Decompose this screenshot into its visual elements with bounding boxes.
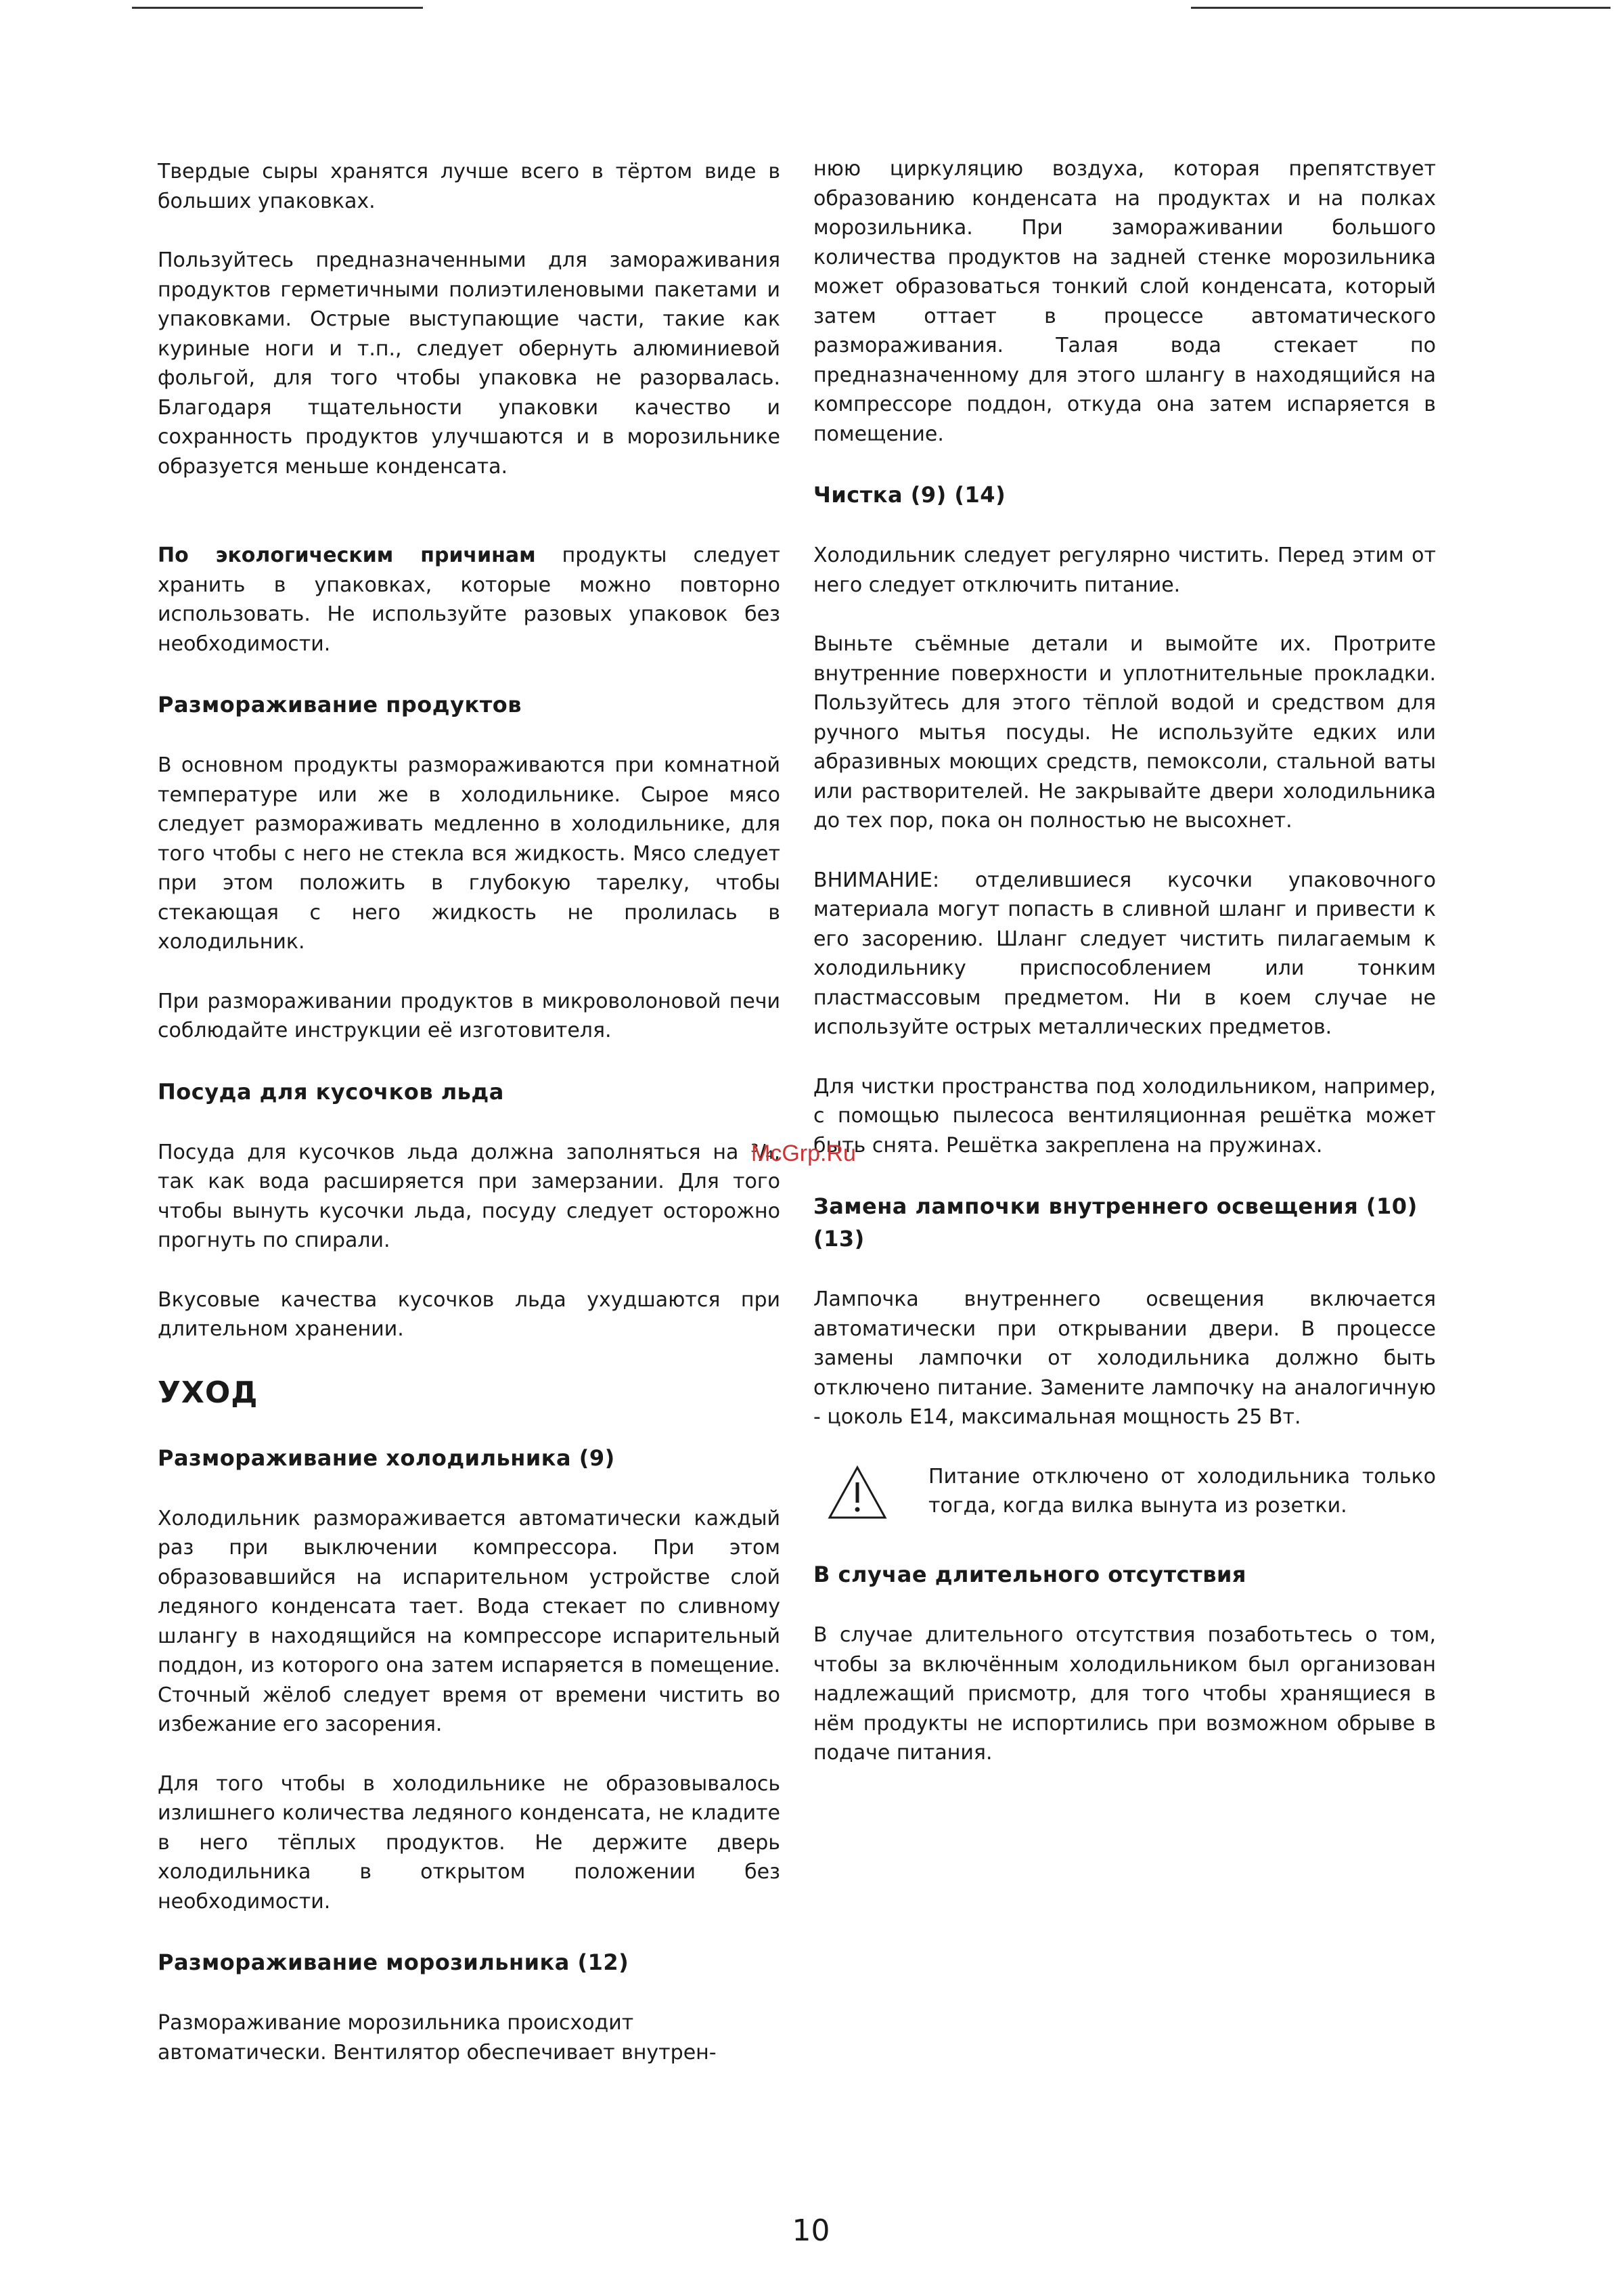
heading-cleaning: Чистка (9) (14) <box>813 482 1006 508</box>
left-column <box>158 157 780 2097</box>
eco-rest: продукты следует хранить в упаковках, которые можно повторно использовать. Не используйте разовых упаковок без необходимости. <box>158 544 780 656</box>
paragraph: В основном продукты размораживаются при комнатной температуре или же в холодильнике. Сырое мясо следует размораживать медленно в холодильнике, для того чтобы с него не стекла вся жидкость. Мясо следует при этом положить в глубокую тарелку, чтобы стекающая с него жидкость не пролилась в холодильник. <box>158 753 780 954</box>
warning-icon <box>813 1462 908 1529</box>
paragraph: Посуда для кусочков льда должна заполняться на ³/₄, так как вода расширяется при замерзании. Для того чтобы вынуть кусочки льда, посуду следует осторожно прогнуть по спирали. <box>158 1140 780 1252</box>
paragraph: Лампочка внутреннего освещения включается автоматически при открывании двери. В процессе замены лампочки от холодильника должно быть отключено питание. Замените лампочку на аналогичную - цоколь E14, максимальная мощность 25 Вт. <box>813 1287 1436 1429</box>
paragraph: нюю циркуляцию воздуха, которая препятствует образованию конденсата на продуктах и на полках морозильника. При замораживании большого количества продуктов на задней стенке морозильника может образоваться тонкий слой конденсата, который затем оттает в процессе автоматического размораживания. Талая вода стекает по предназначенному для этого шлангу в находящийся на компрессоре поддон, откуда она затем испаряется в помещение. <box>813 157 1436 446</box>
warning-text: Питание отключено от холодильника только тогда, когда вилка вынута из розетки. <box>928 1464 1436 1518</box>
heading-defrost-freezer: Размораживание морозильника (12) <box>158 1949 629 1975</box>
paragraph: Размораживание морозильника происходит автоматически. Вентилятор обеспечивает внутрен- <box>158 2011 717 2065</box>
heading-absence: В случае длительного отсутствия <box>813 1562 1246 1587</box>
paragraph: ВНИМАНИЕ: отделившиеся кусочки упаковочного материала могут попасть в сливной шланг и привести к его засорению. Шланг следует чистить пилагаемым к холодильнику приспособлением или тонким пластмассовым предметом. Ни в коем случае не используйте острых металлических предметов. <box>813 868 1436 1039</box>
paragraph: Пользуйтесь предназначенными для замораживания продуктов герметичными полиэтиленовыми пакетами и упаковками. Острые выступающие части, такие как куриные ноги и т.п., следует обернуть алюминиевой фольгой, для того чтобы упаковка не разорвалась. Благодаря тщательности упаковки качество и сохранность продуктов улучшаются и в морозильнике образуется меньше конденсата. <box>158 248 780 479</box>
paragraph: Выньте съёмные детали и вымойте их. Протрите внутренние поверхности и уплотнительные прокладки. Пользуйтесь для этого тёплой водой и средством для ручного мытья посуды. Не используйте едких или абразивных моющих средств, пемоксоли, стальной ваты или растворителей. Не закрывайте двери холодильника до тех пор, пока он полностью не высохнет. <box>813 632 1436 833</box>
heading-lamp: Замена лампочки внутреннего освещения (10) (13) <box>813 1193 1418 1252</box>
heading-defrost-fridge: Размораживание холодильника (9) <box>158 1444 615 1471</box>
top-rule-right <box>1191 7 1610 9</box>
paragraph: Вкусовые качества кусочков льда ухудшаются при длительном хранении. <box>158 1287 780 1341</box>
paragraph: В случае длительного отсутствия позаботьтесь о том, чтобы за включённым холодильником был организован надлежащий присмотр, для того чтобы хранящиеся в нём продукты не испортились при возможном обрыве в подаче питания. <box>813 1623 1436 1765</box>
paragraph: Холодильник размораживается автоматически каждый раз при выключении компрессора. При этом образовавшийся на испарительном устройстве слой ледяного конденсата тает. Вода стекает по сливному шлангу в находящийся на компрессоре испарительный поддон, из которого она затем испаряется в помещение. Сточный жёлоб следует время от времени чистить во избежание его засорения. <box>158 1506 780 1736</box>
paragraph: Твердые сыры хранятся лучше всего в тёртом виде в больших упаковках. <box>158 160 780 213</box>
paragraph: Для чистки пространства под холодильником, например, с помощью пылесоса вентиляционная решётка может быть снята. Решётка закреплена на пружинах. <box>813 1074 1436 1157</box>
paragraph: При размораживании продуктов в микроволоновой печи соблюдайте инструкции её изготовителя. <box>158 989 780 1042</box>
top-rule-left <box>132 7 423 9</box>
paragraph <box>158 541 780 659</box>
eco-lead: По экологическим причинам <box>158 544 536 567</box>
paragraph: Холодильник следует регулярно чистить. Перед этим от него следует отключить питание. <box>813 544 1436 597</box>
warning-note <box>813 1462 1436 1529</box>
paragraph: Для того чтобы в холодильнике не образовывалось излишнего количества ледяного конденсата, не кладите в него тёплых продуктов. Не держите дверь холодильника в открытом положении без необходимости. <box>158 1771 780 1914</box>
page-number: 10 <box>792 2213 830 2248</box>
heading-ice-tray: Посуда для кусочков льда <box>158 1078 504 1105</box>
heading-care: УХОД <box>158 1375 258 1410</box>
right-column <box>813 154 1436 1798</box>
heading-defrost-products: Размораживание продуктов <box>158 692 522 718</box>
watermark: McGrp.Ru <box>751 1141 856 1166</box>
